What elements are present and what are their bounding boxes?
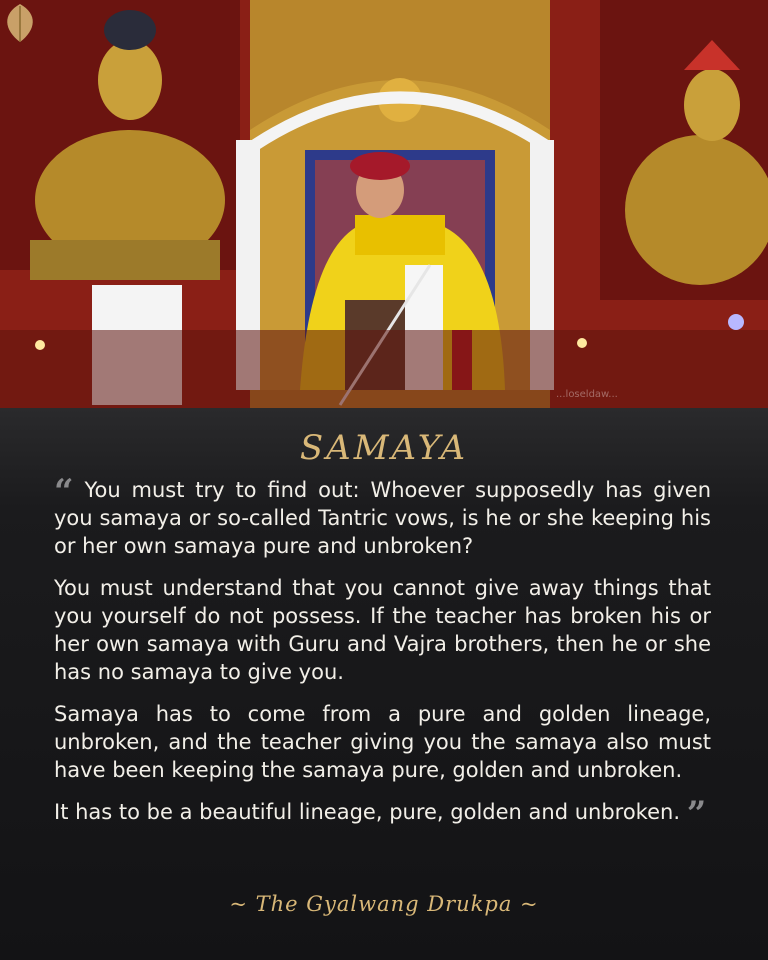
shrine-illustration: [0, 0, 768, 408]
bodhi-leaf-icon: [0, 0, 40, 44]
paragraph-3: Samaya has to come from a pure and golden lineage, unbroken, and the teacher giving you the samaya also must have been keeping the samaya pure, golden and unbroken.: [54, 702, 711, 782]
author-signature: ~ The Gyalwang Drukpa ~: [229, 892, 539, 916]
paragraph-text: It has to be a beautiful lineage, pure, golden and unbroken.: [54, 800, 681, 824]
right-statue: [600, 0, 768, 300]
paragraph-1: [54, 472, 711, 560]
page-title: SAMAYA: [299, 428, 469, 468]
paragraph-4: [54, 794, 711, 834]
paragraph-2: You must understand that you cannot give away things that you yourself do not possess. If the teacher has broken his or her own samaya with Guru and Vajra brothers, then he or she has no samaya to give you.: [54, 576, 711, 684]
quote-panel: [0, 408, 768, 960]
quote-body: [54, 472, 711, 840]
open-quote-icon: “: [54, 472, 74, 512]
watermark-text: ...loseldaw...: [556, 389, 618, 400]
close-quote-icon: ”: [686, 794, 707, 834]
header-photo: [0, 0, 768, 408]
paragraph-text: You must try to find out: Whoever supposedly has given you samaya or so-called Tantric vows, is he or she keeping his or her own samaya pure and unbroken?: [54, 478, 711, 558]
